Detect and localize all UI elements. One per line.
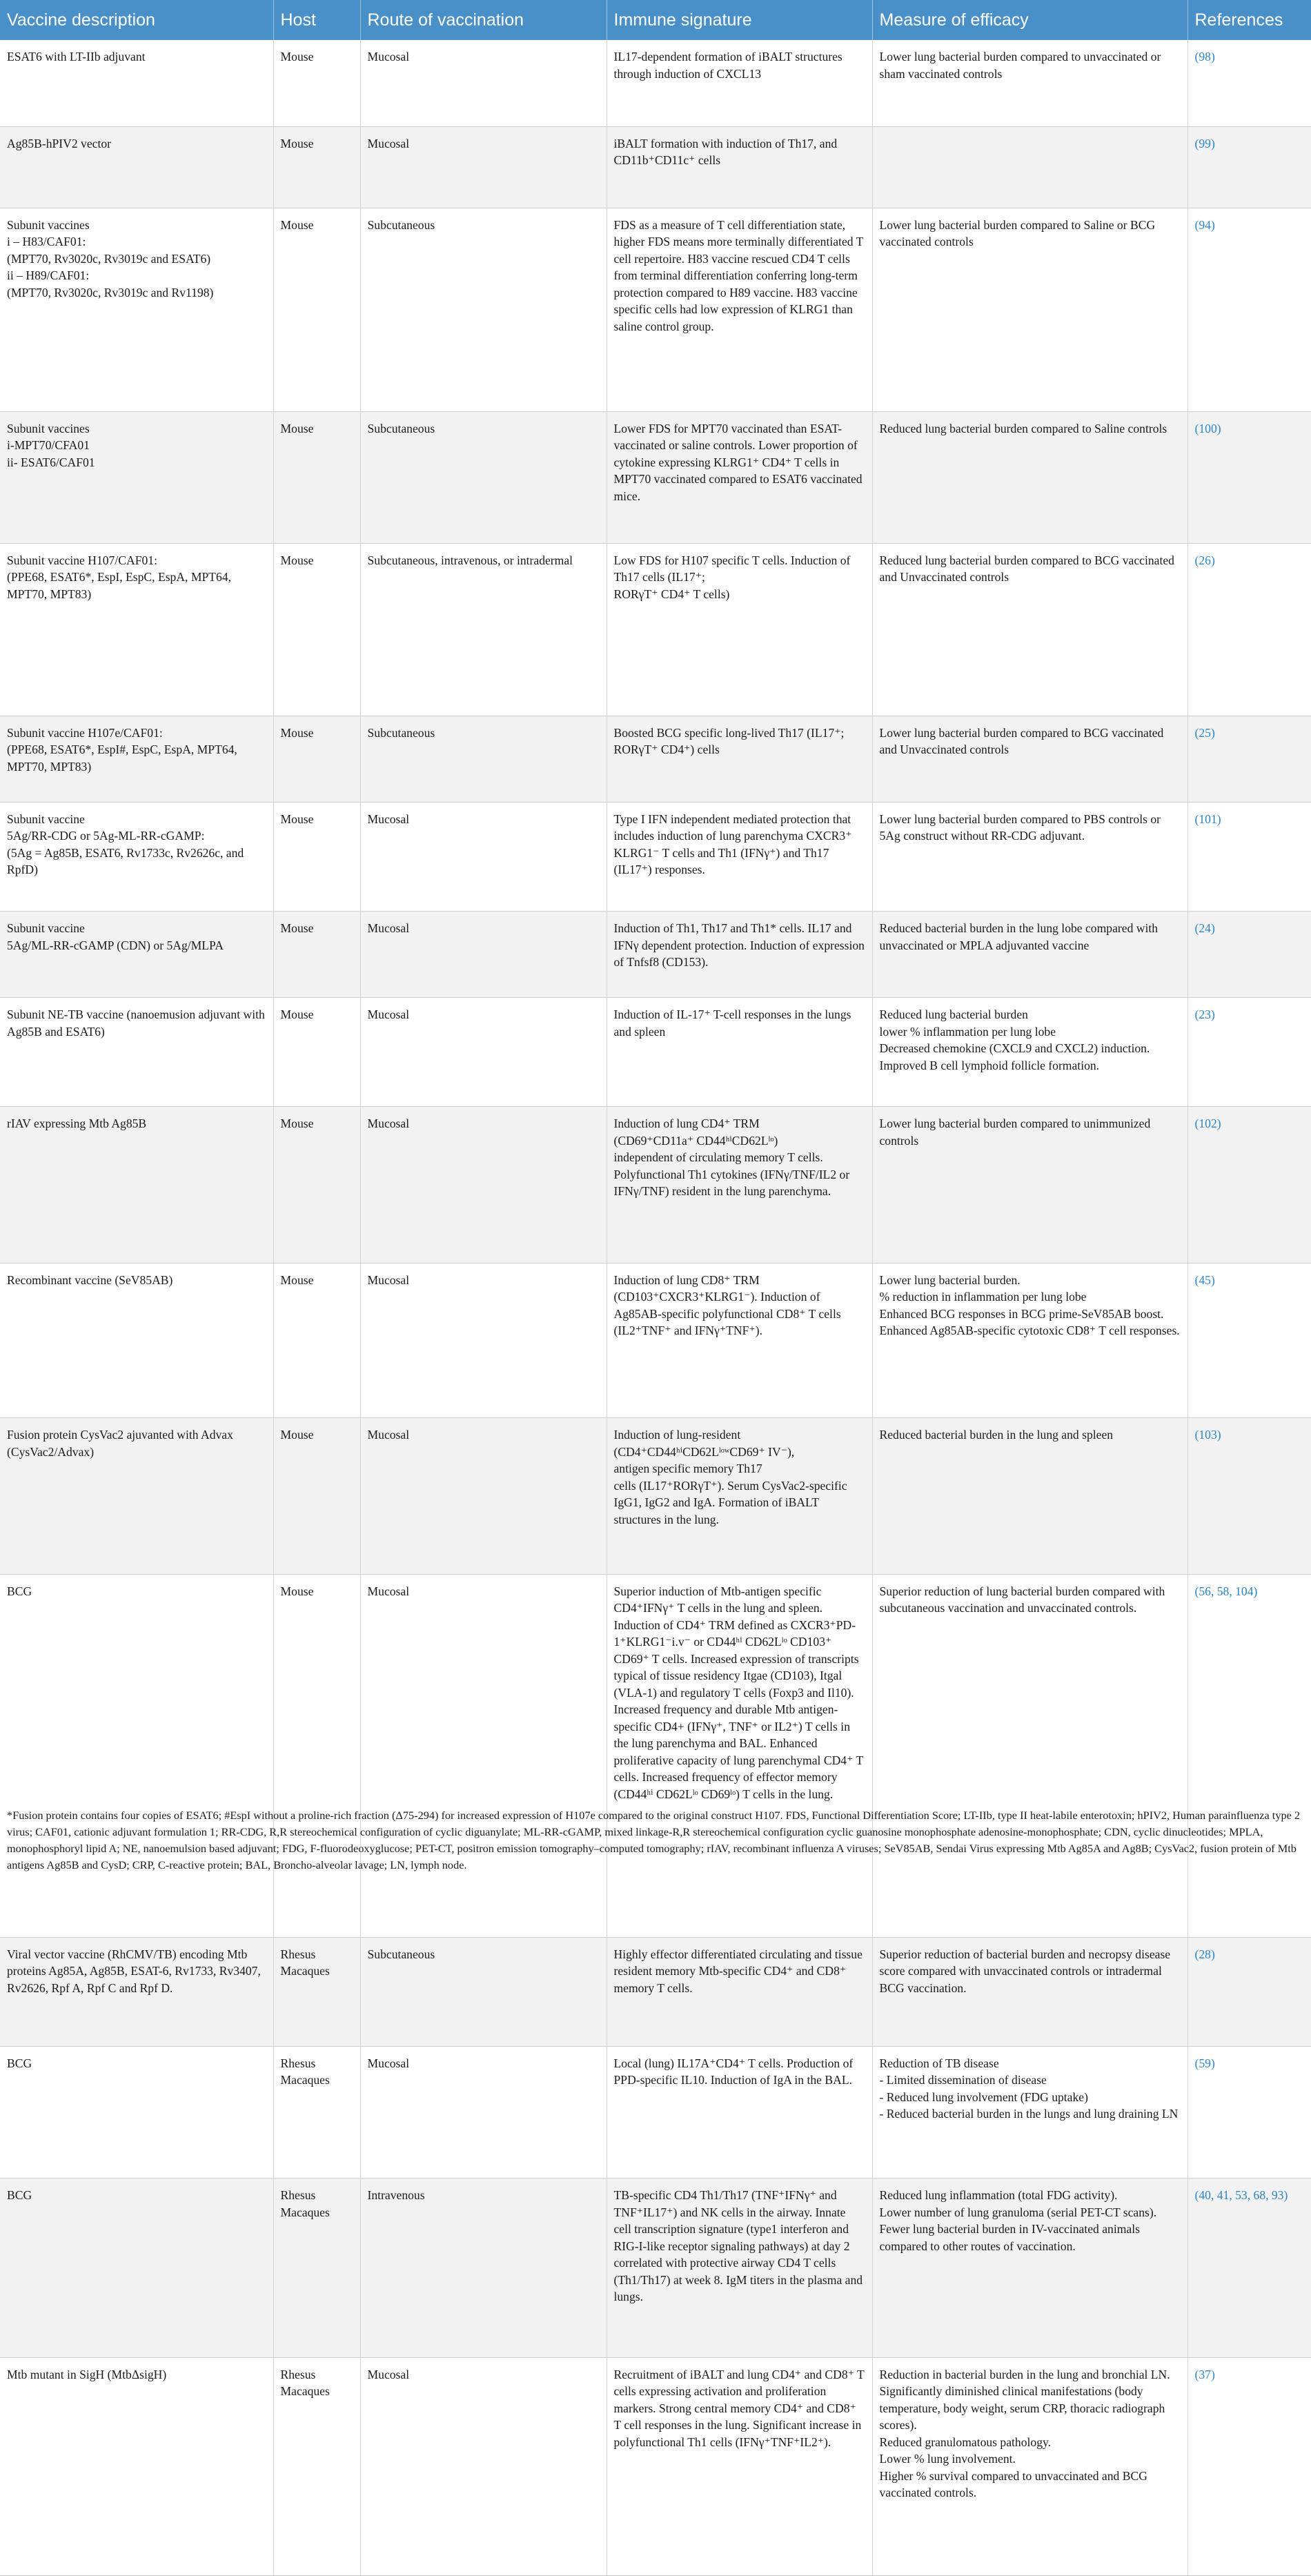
cell-references[interactable]: (40, 41, 53, 68, 93) <box>1187 2179 1311 2358</box>
table-footnote: *Fusion protein contains four copies of ESAT6; #EspI without a proline-rich fraction (Δ75-294) for increased expression of H107e compared to the original construct H107. FDS, Functional Differentiation Score; LT-IIb, type II heat-labile enterotoxin; hPIV2, Human parainfluenza type 2 virus; CAF01, cationic adjuvant formulation 1; RR-CDG, R,R stereochemical configuration of cyclic diguanylate; ML-RR-cGAMP, mixed linkage-R,R stereochemical configuration cyclic guanosine monophosphate adenosine-monophosphate; CDN, cyclic dinucleotides; MPLA, monophosphoryl lipid A; NE, nanoemulsion based adjuvant; FDG, F-fluorodeoxyglucose; PET-CT, positron emission tomography–computed tomography; rIAV, recombinant influenza A viruses; SeV85AB, Sendai Virus expressing Mtb Ag85A and Ag8B; CysVac2, fusion protein of Mtb antigens Ag85B and CysD; CRP, C-reactive protein; BAL, Broncho-alveolar lavage; LN, lymph node. <box>7 1809 1301 1871</box>
cell-route: Mucosal <box>360 2357 607 2575</box>
cell-references[interactable]: (24) <box>1187 912 1311 998</box>
cell-measure-of-efficacy: Superior reduction of lung bacterial burden compared with subcutaneous vaccination and unvaccinated controls. <box>872 1574 1187 1937</box>
cell-vaccine-description: rIAV expressing Mtb Ag85B <box>0 1107 273 1264</box>
cell-vaccine-description: ESAT6 with LT-IIb adjuvant <box>0 40 273 126</box>
cell-measure-of-efficacy: Reduced lung bacterial burden compared to Saline controls <box>872 411 1187 543</box>
cell-references[interactable]: (45) <box>1187 1263 1311 1417</box>
cell-immune-signature: Low FDS for H107 specific T cells. Induction of Th17 cells (IL17⁺; RORγT⁺ CD4⁺ T cells) <box>607 543 872 716</box>
cell-measure-of-efficacy: Reduction of TB disease - Limited dissemination of disease - Reduced lung involvement (FDG uptake) - Reduced bacterial burden in the lungs and lung draining LN <box>872 2046 1187 2178</box>
header-immune-signature: Immune signature <box>607 0 872 40</box>
table-row <box>0 2179 1311 2358</box>
cell-measure-of-efficacy: Reduced lung bacterial burden compared to BCG vaccinated and Unvaccinated controls <box>872 543 1187 716</box>
cell-host: Mouse <box>273 802 360 911</box>
cell-references[interactable]: (25) <box>1187 716 1311 802</box>
table-row <box>0 40 1311 126</box>
cell-immune-signature: Induction of lung CD8⁺ TRM (CD103⁺CXCR3⁺KLRG1⁻). Induction of Ag85AB-specific polyfunctional CD8⁺ T cells (IL2⁺TNF⁺ and IFNγ⁺TNF⁺). <box>607 1263 872 1417</box>
table-row <box>0 1263 1311 1417</box>
cell-vaccine-description: Recombinant vaccine (SeV85AB) <box>0 1263 273 1417</box>
cell-immune-signature: Local (lung) IL17A⁺CD4⁺ T cells. Production of PPD-specific IL10. Induction of IgA in the BAL. <box>607 2046 872 2178</box>
cell-vaccine-description: Subunit vaccine 5Ag/ML-RR-cGAMP (CDN) or 5Ag/MLPA <box>0 912 273 998</box>
cell-host: Rhesus Macaques <box>273 1937 360 2046</box>
cell-references[interactable]: (101) <box>1187 802 1311 911</box>
table-row <box>0 411 1311 543</box>
cell-host: Mouse <box>273 998 360 1107</box>
cell-immune-signature: Type I IFN independent mediated protection that includes induction of lung parenchyma CXCR3⁺ KLRG1⁻ T cells and Th1 (IFNγ⁺) and Th17 (IL17⁺) responses. <box>607 802 872 911</box>
table-row <box>0 2357 1311 2575</box>
table-row <box>0 2046 1311 2178</box>
cell-route: Intravenous <box>360 2179 607 2358</box>
cell-vaccine-description: Mtb mutant in SigH (MtbΔsigH) <box>0 2357 273 2575</box>
cell-route: Mucosal <box>360 998 607 1107</box>
cell-immune-signature: iBALT formation with induction of Th17, and CD11b⁺CD11c⁺ cells <box>607 126 872 208</box>
cell-vaccine-description: BCG <box>0 2046 273 2178</box>
cell-measure-of-efficacy: Lower lung bacterial burden compared to BCG vaccinated and Unvaccinated controls <box>872 716 1187 802</box>
cell-route: Subcutaneous <box>360 208 607 411</box>
cell-host: Mouse <box>273 716 360 802</box>
cell-host: Mouse <box>273 126 360 208</box>
cell-route: Subcutaneous, intravenous, or intradermal <box>360 543 607 716</box>
table-row <box>0 208 1311 411</box>
cell-references[interactable]: (23) <box>1187 998 1311 1107</box>
table-row <box>0 1107 1311 1264</box>
table-row <box>0 912 1311 998</box>
cell-measure-of-efficacy: Reduced lung inflammation (total FDG activity). Lower number of lung granuloma (serial PET-CT scans). Fewer lung bacterial burden in IV-vaccinated animals compared to other routes of vaccination. <box>872 2179 1187 2358</box>
cell-immune-signature: Induction of lung-resident (CD4⁺CD44ʰⁱCD62LˡᵒʷCD69⁺ IV⁻), antigen specific memory Th17 cells (IL17⁺RORγT⁺). Serum CysVac2-specific IgG1, IgG2 and IgA. Formation of iBALT structures in the lung. <box>607 1418 872 1575</box>
cell-references[interactable]: (26) <box>1187 543 1311 716</box>
cell-references[interactable]: (94) <box>1187 208 1311 411</box>
cell-route: Mucosal <box>360 1263 607 1417</box>
cell-route: Mucosal <box>360 126 607 208</box>
cell-route: Mucosal <box>360 1574 607 1937</box>
table-row <box>0 716 1311 802</box>
cell-route: Mucosal <box>360 1107 607 1264</box>
cell-measure-of-efficacy: Lower lung bacterial burden compared to unvaccinated or sham vaccinated controls <box>872 40 1187 126</box>
cell-measure-of-efficacy: Lower lung bacterial burden. % reduction in inflammation per lung lobe Enhanced BCG responses in BCG prime-SeV85AB boost. Enhanced Ag85AB-specific cytotoxic CD8⁺ T cell responses. <box>872 1263 1187 1417</box>
cell-host: Mouse <box>273 1574 360 1937</box>
cell-references[interactable]: (100) <box>1187 411 1311 543</box>
cell-vaccine-description: Subunit vaccine H107e/CAF01: (PPE68, ESAT6*, EspI#, EspC, EspA, MPT64, MPT70, MPT83) <box>0 716 273 802</box>
cell-vaccine-description: Ag85B-hPIV2 vector <box>0 126 273 208</box>
cell-measure-of-efficacy <box>872 126 1187 208</box>
cell-references[interactable]: (99) <box>1187 126 1311 208</box>
table-body <box>0 40 1311 2575</box>
cell-vaccine-description: Subunit vaccines i-MPT70/CFA01 ii- ESAT6/CAF01 <box>0 411 273 543</box>
cell-vaccine-description: BCG <box>0 1574 273 1937</box>
table-row <box>0 1418 1311 1575</box>
cell-measure-of-efficacy: Lower lung bacterial burden compared to Saline or BCG vaccinated controls <box>872 208 1187 411</box>
cell-measure-of-efficacy: Lower lung bacterial burden compared to unimmunized controls <box>872 1107 1187 1264</box>
cell-vaccine-description: Subunit NE-TB vaccine (nanoemusion adjuvant with Ag85B and ESAT6) <box>0 998 273 1107</box>
cell-immune-signature: TB-specific CD4 Th1/Th17 (TNF⁺IFNγ⁺ and TNF⁺IL17⁺) and NK cells in the airway. Innate cell transcription signature (type1 interferon and RIG-I-like receptor signaling pathways) at day 2 correlated with protective airway CD4 T cells (Th1/Th17) at week 8. IgM titers in the plasma and lungs. <box>607 2179 872 2358</box>
cell-vaccine-description: Viral vector vaccine (RhCMV/TB) encoding Mtb proteins Ag85A, Ag85B, ESAT-6, Rv1733, Rv3407, Rv2626, Rpf A, Rpf C and Rpf D. <box>0 1937 273 2046</box>
table-row <box>0 998 1311 1107</box>
header-measure-of-efficacy: Measure of efficacy <box>872 0 1187 40</box>
header-row <box>0 0 1311 40</box>
cell-route: Mucosal <box>360 912 607 998</box>
cell-vaccine-description: Fusion protein CysVac2 ajuvanted with Advax (CysVac2/Advax) <box>0 1418 273 1575</box>
table-row <box>0 1574 1311 1937</box>
cell-immune-signature: Boosted BCG specific long-lived Th17 (IL17⁺; RORγT⁺ CD4⁺) cells <box>607 716 872 802</box>
table-row <box>0 126 1311 208</box>
cell-references[interactable]: (28) <box>1187 1937 1311 2046</box>
cell-vaccine-description: Subunit vaccine 5Ag/RR-CDG or 5Ag-ML-RR-cGAMP: (5Ag = Ag85B, ESAT6, Rv1733c, Rv2626c, and RpfD) <box>0 802 273 911</box>
cell-measure-of-efficacy: Reduced bacterial burden in the lung lobe compared with unvaccinated or MPLA adjuvanted vaccine <box>872 912 1187 998</box>
header-vaccine-description: Vaccine description <box>0 0 273 40</box>
cell-host: Mouse <box>273 40 360 126</box>
cell-host: Rhesus Macaques <box>273 2046 360 2178</box>
cell-immune-signature: Superior induction of Mtb-antigen specific CD4⁺IFNγ⁺ T cells in the lung and spleen. Induction of CD4⁺ TRM defined as CXCR3⁺PD-1⁺KLRG1⁻i.v⁻ or CD44ʰⁱ CD62Lˡᵒ CD103⁺ CD69⁺ T cells. Increased expression of transcripts typical of tissue residency Itgae (CD103), Itgal (VLA-1) and regulatory T cells (Foxp3 and Il10). Increased frequency and durable Mtb antigen-specific CD4+ (IFNγ⁺, TNF⁺ or IL2⁺) T cells in the lung parenchyma and BAL. Enhanced proliferative capacity of lung parenchymal CD4⁺ T cells. Increased frequency of effector memory (CD44ʰⁱ CD62Lˡᵒ CD69ˡᵒ) T cells in the lung. <box>607 1574 872 1937</box>
cell-host: Mouse <box>273 1107 360 1264</box>
cell-references[interactable]: (56, 58, 104) <box>1187 1574 1311 1937</box>
cell-immune-signature: Induction of IL-17⁺ T-cell responses in the lungs and spleen <box>607 998 872 1107</box>
cell-immune-signature: Induction of Th1, Th17 and Th1* cells. IL17 and IFNγ dependent protection. Induction of expression of Tnfsf8 (CD153). <box>607 912 872 998</box>
cell-measure-of-efficacy: Reduced bacterial burden in the lung and spleen <box>872 1418 1187 1575</box>
cell-route: Mucosal <box>360 802 607 911</box>
cell-host: Mouse <box>273 411 360 543</box>
cell-host: Mouse <box>273 208 360 411</box>
table-row <box>0 543 1311 716</box>
cell-route: Subcutaneous <box>360 411 607 543</box>
header-host: Host <box>273 0 360 40</box>
cell-vaccine-description: Subunit vaccines i – H83/CAF01: (MPT70, Rv3020c, Rv3019c and ESAT6) ii – H89/CAF01: (MPT70, Rv3020c, Rv3019c and Rv1198) <box>0 208 273 411</box>
cell-host: Mouse <box>273 543 360 716</box>
cell-host: Mouse <box>273 1263 360 1417</box>
cell-vaccine-description: Subunit vaccine H107/CAF01: (PPE68, ESAT6*, EspI, EspC, EspA, MPT64, MPT70, MPT83) <box>0 543 273 716</box>
table-row <box>0 802 1311 911</box>
cell-immune-signature: Lower FDS for MPT70 vaccinated than ESAT-vaccinated or saline controls. Lower proportion of cytokine expressing KLRG1⁺ CD4⁺ T cells in MPT70 vaccinated compared to ESAT6 vaccinated mice. <box>607 411 872 543</box>
header-references: References <box>1187 0 1311 40</box>
header-route: Route of vaccination <box>360 0 607 40</box>
cell-immune-signature: Induction of lung CD4⁺ TRM (CD69⁺CD11a⁺ CD44ʰⁱCD62Lˡᵒ) independent of circulating memory T cells. Polyfunctional Th1 cytokines (IFNγ/TNF/IL2 or IFNγ/TNF) resident in the lung parenchyma. <box>607 1107 872 1264</box>
table-row <box>0 1937 1311 2046</box>
cell-host: Mouse <box>273 1418 360 1575</box>
cell-route: Mucosal <box>360 40 607 126</box>
cell-references[interactable]: (59) <box>1187 2046 1311 2178</box>
cell-measure-of-efficacy: Reduced lung bacterial burden lower % inflammation per lung lobe Decreased chemokine (CXCL9 and CXCL2) induction. Improved B cell lymphoid follicle formation. <box>872 998 1187 1107</box>
cell-host: Rhesus Macaques <box>273 2179 360 2358</box>
cell-measure-of-efficacy: Superior reduction of bacterial burden and necropsy disease score compared with unvaccinated controls or intradermal BCG vaccination. <box>872 1937 1187 2046</box>
cell-immune-signature: IL17-dependent formation of iBALT structures through induction of CXCL13 <box>607 40 872 126</box>
cell-route: Subcutaneous <box>360 1937 607 2046</box>
cell-route: Subcutaneous <box>360 716 607 802</box>
cell-references[interactable]: (37) <box>1187 2357 1311 2575</box>
cell-immune-signature: Recruitment of iBALT and lung CD4⁺ and CD8⁺ T cells expressing activation and proliferation markers. Strong central memory CD4⁺ and CD8⁺ T cell responses in the lung. Significant increase in polyfunctional Th1 cells (IFNγ⁺TNF⁺IL2⁺). <box>607 2357 872 2575</box>
cell-route: Mucosal <box>360 1418 607 1575</box>
cell-host: Rhesus Macaques <box>273 2357 360 2575</box>
cell-references[interactable]: (98) <box>1187 40 1311 126</box>
cell-route: Mucosal <box>360 2046 607 2178</box>
cell-immune-signature: FDS as a measure of T cell differentiation state, higher FDS means more terminally differentiated T cell repertoire. H83 vaccine rescued CD4 T cells from terminal differentiation conferring long-term protection compared to H89 vaccine. H83 vaccine specific cells had low expression of KLRG1 than saline control group. <box>607 208 872 411</box>
cell-host: Mouse <box>273 912 360 998</box>
cell-immune-signature: Highly effector differentiated circulating and tissue resident memory Mtb-specific CD4⁺ and CD8⁺ memory T cells. <box>607 1937 872 2046</box>
cell-vaccine-description: BCG <box>0 2179 273 2358</box>
cell-measure-of-efficacy: Lower lung bacterial burden compared to PBS controls or 5Ag construct without RR-CDG adjuvant. <box>872 802 1187 911</box>
cell-measure-of-efficacy: Reduction in bacterial burden in the lung and bronchial LN. Significantly diminished clinical manifestations (body temperature, body weight, serum CRP, thoracic radiograph scores). Reduced granulomatous pathology. Lower % lung involvement. Higher % survival compared to unvaccinated and BCG vaccinated controls. <box>872 2357 1187 2575</box>
cell-references[interactable]: (102) <box>1187 1107 1311 1264</box>
cell-references[interactable]: (103) <box>1187 1418 1311 1575</box>
